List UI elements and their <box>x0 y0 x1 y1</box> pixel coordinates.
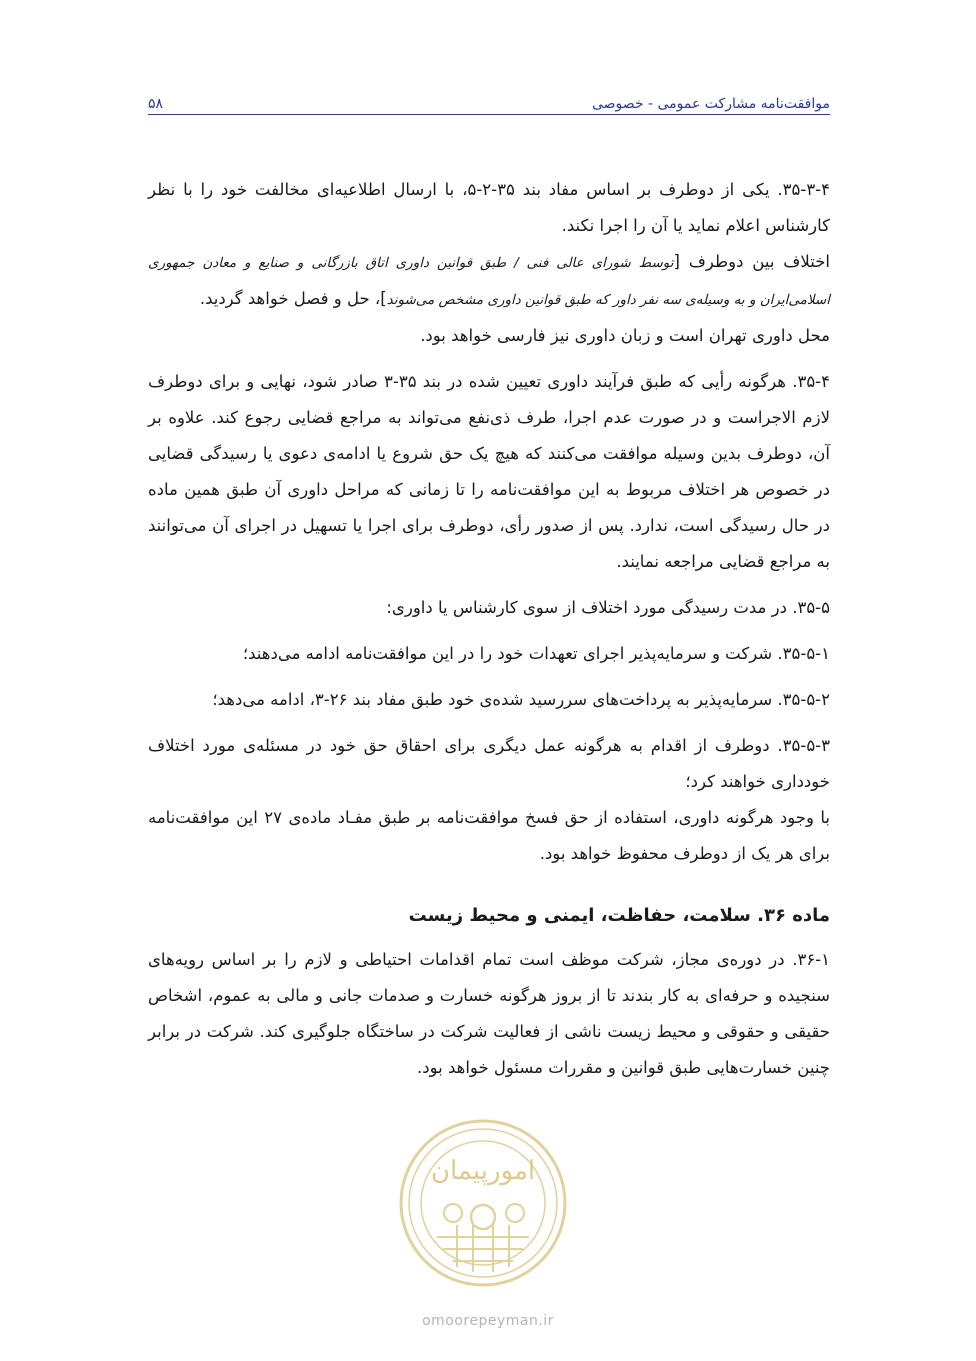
watermark-seal-icon <box>397 1117 569 1289</box>
clause-35-5-3: ۳۵-۵-۳. دوطرف از اقدام به هرگونه عمل دیگری برای احقاق حق خود در مسئله‌ی مورد اختلاف خودداری خواهند کرد؛ <box>148 736 830 791</box>
termination-right-paragraph: با وجود هرگونه داوری، استفاده از حق فسخ موافقت‌نامه بر طبق مفـاد ماده‌ی ۲۷ این موافقت‌نامه برای هر یک از دوطرف محفوظ خواهد بود. <box>148 808 830 863</box>
clause-35-3-4: ۳۵-۳-۴. یکی از دوطرف بر اساس مفاد بند ۳۵-۲-۵، با ارسال اطلاعیه‌ای مخالفت خود را با نظر کارشناس اعلام نماید یا آن را اجرا نکند. <box>148 180 830 235</box>
watermark-site <box>0 1313 976 1329</box>
clause-36-1: ۳۶-۱. در دوره‌ی مجاز، شرکت موظف است تمام اقدامات احتیاطی و لازم را بر اساس رویه‌های سنجیده و حرفه‌ای به کار بندند تا از بروز هرگونه خسارت و صدمات جانی و مالی به عموم، اشخاص حقیقی و حقوقی و محیط زیست ناشی از فعالیت شرکت در ساختگاه جلوگیری کند. شرکت در برابر چنین خسارت‌هایی طبق قوانین و مقررات مسئول خواهد بود. <box>148 950 830 1077</box>
dispute-resolution-paragraph <box>148 244 830 318</box>
watermark-logo-text: امورپیمان <box>430 1156 536 1186</box>
clause-35-5-2: ۳۵-۵-۲. سرمایه‌پذیر به پرداخت‌های سررسید شده‌ی خود طبق مفاد بند ۲۶-۳، ادامه می‌دهد؛ <box>212 690 830 709</box>
arbitration-venue: محل داوری تهران است و زبان داوری نیز فارسی خواهد بود. <box>420 326 830 345</box>
watermark-site-text: omoorepeyman.ir <box>422 1313 554 1329</box>
page-header <box>148 86 830 115</box>
document-body <box>148 172 830 1086</box>
header-title: موافقت‌نامه مشارکت عمومی - خصوصی <box>591 96 830 112</box>
dispute-text-end: ]، حل و فصل خواهد گردید. <box>199 289 387 308</box>
page-number: ۵۸ <box>148 96 164 112</box>
clause-35-5: ۳۵-۵. در مدت رسیدگی مورد اختلاف از سوی کارشناس یا داوری: <box>386 598 830 617</box>
dispute-text-start: اختلاف بین دوطرف [ <box>673 252 830 271</box>
dispute-italic-text: توسط شورای عالی فنی / طبق قوانین داوری اتاق بازرگانی و صنایع و معادن جمهوری اسلامی‌ایران و به وسیله‌ی سه نفر داور که طبق قوانین داوری مشخص می‌شوند <box>148 255 830 308</box>
article-36-heading: ماده ۳۶. سلامت، حفاظت، ایمنی و محیط زیست <box>408 905 830 926</box>
clause-35-5-1: ۳۵-۵-۱. شرکت و سرمایه‌پذیر اجرای تعهدات خود را در این موافقت‌نامه ادامه می‌دهند؛ <box>242 644 830 663</box>
clause-35-4: ۳۵-۴. هرگونه رأیی که طبق فرآیند داوری تعیین شده در بند ۳۵-۳ صادر شود، نهایی و برای دوطرف لازم الاجراست و در صورت عدم اجرا، طرف ذی‌نفع می‌تواند به مراجع قضایی رجوع کند. علاوه بر آن، دوطرف بدین وسیله موافقت می‌کنند که هیچ یک حق شروع یا ادامه‌ی دعوی یا رسیدگی قضایی در خصوص هر اختلاف مربوط به این موافقت‌نامه را تا زمانی که مراحل داوری آن طبق همین ماده در حال رسیدگی است، ندارد. پس از صدور رأی، دوطرف برای اجرا یا تسهیل در اجرای آن می‌توانند به مراجع قضایی مراجعه نمایند. <box>148 372 830 571</box>
